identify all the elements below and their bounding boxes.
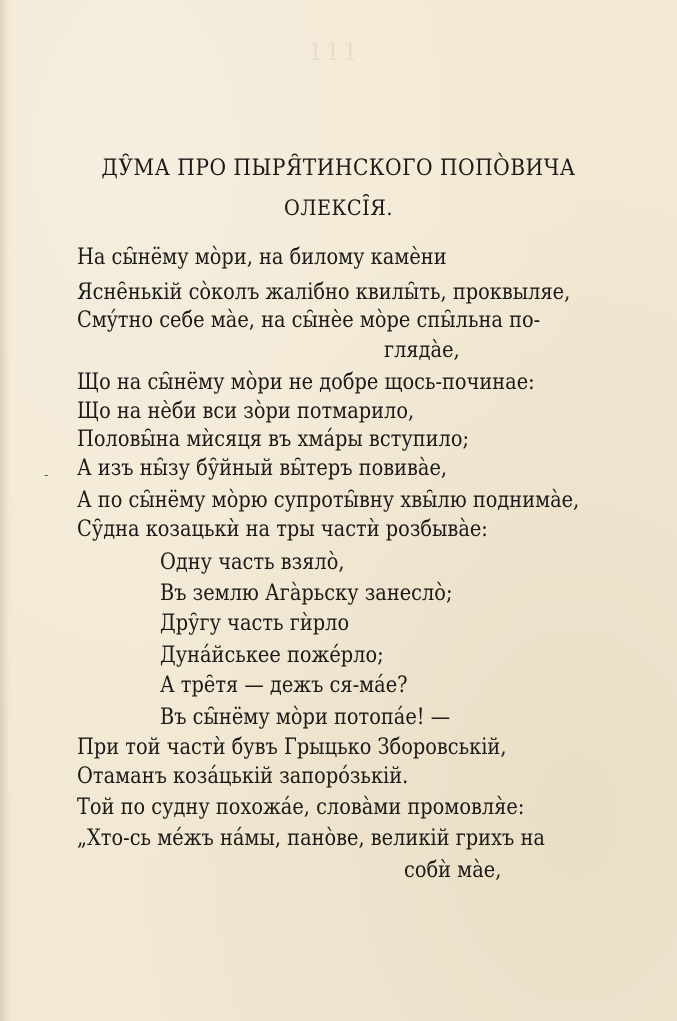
verse-line-12: Дру̑гу часть гѝрло (160, 610, 350, 636)
verse-line-7: А изъ ны̑зу бу̑йный вы̑теръ повива̀е, (77, 455, 448, 481)
verse-line-2: Ясне̑нькій со̀колъ жалібно квилы̑ть, проквыляе, (77, 279, 571, 305)
verse-line-9: Су̑дна козацькѝ на тры частѝ розбыва̀е: (77, 516, 488, 542)
poem-title-line-2: ОЛЕКСІ̑Я. (284, 196, 393, 220)
bleed-through-page-number: 111 (308, 38, 360, 66)
verse-line-15: Въ сы̑нёму мо̀ри потопа́е! — (160, 704, 451, 730)
page-binding-shadow (0, 0, 10, 1021)
verse-line-16: При той частѝ бувъ Грыцько Зборовській, (77, 734, 507, 760)
margin-mark: - (44, 468, 49, 483)
verse-line-6: Половы̑на мѝсяця въ хма́ры вступило; (77, 426, 470, 452)
verse-line-13: Дуна́йськее поже́рло; (160, 642, 384, 668)
verse-line-4: Що на сы̑нёму мо̀ри не добре щось-починае: (77, 369, 535, 395)
poem-title-line-1: ДУ̑МА ПРО ПЫРЯ̑ТИНСКОГО ПОПО̀ВИЧА (101, 156, 576, 181)
verse-line-18: Той по судну похожа́е, слова̀ми промовля̀е: (77, 794, 525, 820)
verse-line-19: „Хто-сь ме́жъ на́мы, пано̀ве, великій грихъ на (77, 825, 545, 851)
verse-line-19-continuation: собѝ ма̀е, (404, 857, 502, 883)
verse-line-10: Одну часть взяло̀, (160, 549, 345, 575)
verse-line-3-continuation: глядàе, (384, 337, 460, 363)
verse-line-5: Що на нѐби вси зо̀ри потмарило, (77, 398, 415, 424)
verse-line-17: Отаманъ коза́цькій запоро́зькій. (77, 763, 409, 789)
verse-line-11: Въ землю Ага̀рьску занесло̀; (160, 580, 453, 606)
verse-line-14: А тре̑тя — дежъ ся-ма́е? (160, 672, 408, 698)
verse-line-1: На сы̑нёму мо̀ри, на билому камѐни (77, 244, 447, 270)
verse-line-8: А по сы̑нёму мо̀рю супроты̑вну хвы̑лю поднима̀е, (77, 487, 580, 513)
verse-line-3: Смýтно себе ма̀е, на сы̑нѐе мо̀ре спы̑льна по- (77, 307, 541, 333)
